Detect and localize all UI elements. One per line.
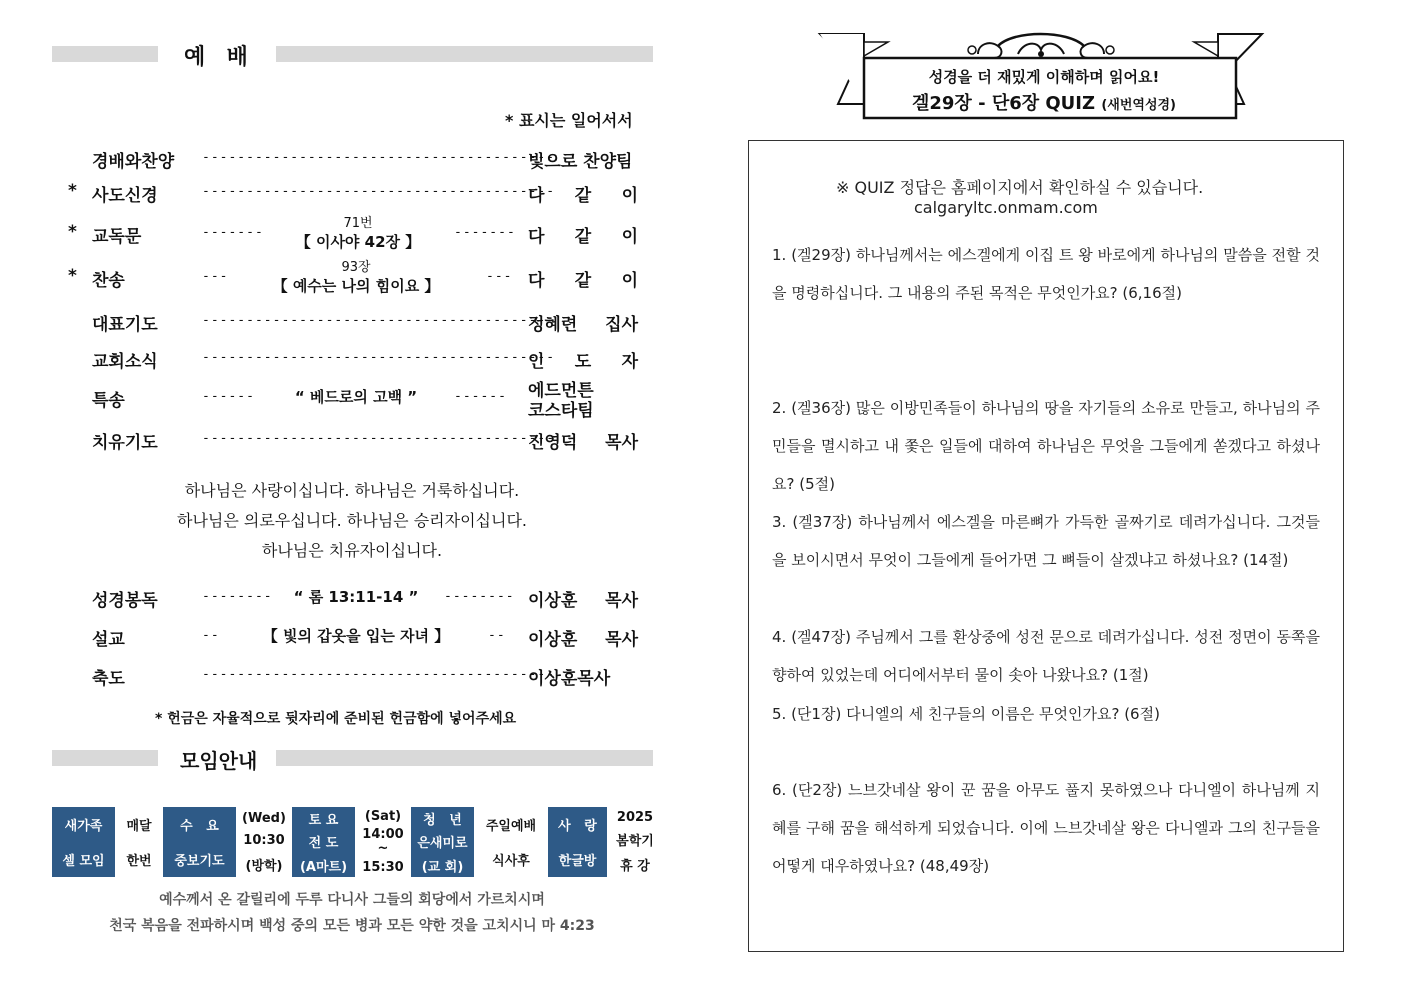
meeting-cell-top: 토 요 bbox=[308, 813, 339, 829]
quiz-question: 6. (단2장) 느브갓네살 왕이 꾼 꿈을 아무도 풀지 못하였으나 다니엘이 하나님께 지혜를 구해 꿈을 해석하게 되었습니다. 이에 느브갓네살 왕은 다니엘과 그의 친구들을 어떻게 대우하였나요? (48,49장) bbox=[772, 781, 1320, 875]
meetings-header-bar-left bbox=[52, 750, 158, 766]
order-leader: 진영덕 목사 bbox=[528, 433, 638, 453]
meeting-cell bbox=[548, 807, 607, 877]
dash-leader: -------- bbox=[202, 589, 273, 604]
meetings-title: 모임안내 bbox=[180, 749, 258, 773]
dash-leader: ------ bbox=[454, 389, 507, 404]
meeting-cell-top: 2025 bbox=[616, 809, 654, 825]
special-song: “ 베드로의 고백 ” bbox=[294, 388, 418, 406]
hymn-number: 93장 bbox=[341, 260, 371, 275]
dash-leader: -- bbox=[202, 628, 220, 643]
order-label: 성경봉독 bbox=[92, 591, 158, 611]
quiz-question: 1. (겔29장) 하나님께서는 에스겔에게 이집 트 왕 바로에게 하나님의 말씀을 전할 것을 명령하십니다. 그 내용의 주된 목적은 무엇인가요? (6,16절) bbox=[772, 246, 1320, 302]
meeting-cell-bottom: 중보기도 bbox=[174, 854, 225, 869]
order-label: 경배와찬양 bbox=[92, 152, 175, 172]
meeting-cell-top: 주일예배 bbox=[485, 819, 537, 834]
worship-title: 예 배 bbox=[184, 45, 250, 70]
quiz-question: 5. (단1장) 다니엘의 세 친구들의 이름은 무엇인가요? (6절) bbox=[772, 705, 1160, 723]
dash-leader: --- bbox=[486, 269, 513, 284]
order-label: 교회소식 bbox=[92, 352, 158, 372]
verse-line: 천국 복음을 전파하시며 백성 중의 모든 병과 모든 약한 것을 고치시니 마 4:23 bbox=[109, 918, 595, 934]
order-label: 설교 bbox=[92, 630, 125, 650]
order-label: 치유기도 bbox=[92, 433, 158, 453]
quiz-homepage-url: calgaryltc.onmam.com bbox=[914, 198, 1098, 217]
meeting-cell-top: 사 랑 bbox=[558, 819, 597, 834]
worship-header-bar-right bbox=[276, 46, 653, 62]
meeting-cell-bottom: 휴 강 bbox=[620, 859, 650, 875]
meeting-cell bbox=[475, 807, 547, 877]
hymn-title: 【 예수는 나의 힘이요 】 bbox=[272, 277, 440, 295]
meeting-cell-bottom: 한글방 bbox=[558, 854, 597, 869]
quiz-question: 2. (겔36장) 많은 이방민족들이 하나님의 땅을 자기들의 소유로 만들고, 하나님의 주민들을 멸시하고 내 쫓은 일들에 대하여 하나님은 무엇을 그들에게 쏟겠다고 하셨나요? (5절) bbox=[772, 399, 1320, 493]
meeting-cell-bottom: (방학) bbox=[245, 858, 283, 874]
declaration-line: 하나님은 치유자이십니다. bbox=[261, 541, 443, 560]
hymn bbox=[262, 256, 450, 296]
meeting-cell-middle: 10:30 bbox=[243, 832, 285, 848]
sermon-title: 【 빛의 갑옷을 입는 자녀 】 bbox=[262, 627, 450, 645]
order-leader: 빛으로 찬양팀 bbox=[528, 152, 633, 172]
order-leader: 에드먼튼 bbox=[528, 381, 594, 401]
quiz-banner-title: 겔29장 - 단6장 QUIZ bbox=[911, 93, 1096, 114]
meeting-cell bbox=[116, 807, 162, 877]
standing-mark: * bbox=[68, 181, 77, 201]
order-leader: 다 같 이 bbox=[528, 271, 638, 291]
order-leader: 이상훈목사 bbox=[528, 669, 611, 689]
dash-leader: ------ bbox=[202, 389, 255, 404]
meeting-cell-bottom: (교 회) bbox=[421, 859, 464, 875]
worship-header-bar-left bbox=[52, 46, 158, 62]
standing-mark: * bbox=[68, 222, 77, 242]
declaration-line: 하나님은 의로우십니다. 하나님은 승리자이십니다. bbox=[176, 511, 527, 530]
quiz-banner-line1: 성경을 더 재밌게 이해하며 읽어요! bbox=[928, 68, 1160, 86]
reading-title: 【 이사야 42장 】 bbox=[295, 233, 421, 251]
meeting-cell-top: 수 요 bbox=[180, 819, 219, 834]
standing-note: * 표시는 일어서서 bbox=[505, 111, 633, 130]
order-label: 찬송 bbox=[92, 271, 125, 291]
meetings-header-bar-right bbox=[276, 750, 653, 766]
quiz-question: 3. (겔37장) 하나님께서 에스겔을 마른뼈가 가득한 골짜기로 데려가십니다. 그것들을 보이시면서 무엇이 그들에게 들어가면 그 뼈들이 살겠냐고 하셨나요? (14절) bbox=[772, 513, 1320, 569]
standing-mark: * bbox=[68, 266, 77, 286]
dash-leader: ---------------------------------------- bbox=[202, 667, 556, 682]
order-leader: 인 도 자 bbox=[528, 352, 638, 372]
meeting-cell-bottom: (A마트) bbox=[299, 859, 348, 875]
order-label: 축도 bbox=[92, 669, 125, 689]
meeting-cell-bottom: 식사후 bbox=[492, 854, 530, 869]
meeting-cell bbox=[411, 807, 474, 877]
dash-leader: ---------------------------------------- bbox=[202, 313, 556, 328]
order-leader: 이상훈 목사 bbox=[528, 630, 638, 650]
dash-leader: ------- bbox=[202, 225, 264, 240]
meeting-cell-top: 청 년 bbox=[423, 813, 462, 829]
dash-leader: -- bbox=[488, 628, 506, 643]
order-leader: 이상훈 목사 bbox=[528, 591, 638, 611]
order-leader: 다 같 이 bbox=[528, 186, 638, 206]
meeting-cell-top: 매달 bbox=[126, 819, 152, 834]
meeting-cell-middle: 14:00 ~ bbox=[362, 827, 404, 856]
meeting-cell-middle: 전 도 bbox=[308, 836, 339, 852]
meeting-cell-bottom: 셀 모임 bbox=[62, 854, 105, 869]
meeting-cell bbox=[163, 807, 236, 877]
dash-leader: ---------------------------------------- bbox=[202, 150, 556, 165]
quiz-question: 4. (겔47장) 주님께서 그를 환상중에 성전 문으로 데려가십니다. 성전 정면이 동쪽을 향하여 있었는데 어디에서부터 물이 솟아 나왔나요? (1절) bbox=[772, 628, 1320, 684]
dash-leader: -------- bbox=[444, 589, 515, 604]
meeting-cell bbox=[608, 807, 662, 877]
meeting-cell-top: (Wed) bbox=[242, 810, 286, 826]
responsive-reading bbox=[280, 212, 436, 252]
meeting-cell-middle: 봄학기 bbox=[616, 834, 654, 850]
meeting-cell bbox=[237, 807, 291, 877]
meeting-cell bbox=[52, 807, 115, 877]
verse-line: 예수께서 온 갈릴리에 두루 다니사 그들의 회당에서 가르치시며 bbox=[159, 892, 545, 908]
dash-leader: ---------------------------------------- bbox=[202, 350, 556, 365]
order-label: 대표기도 bbox=[92, 315, 158, 335]
order-label: 교독문 bbox=[92, 227, 142, 247]
dash-leader: --- bbox=[202, 269, 229, 284]
order-label: 특송 bbox=[92, 391, 125, 411]
meeting-cell-middle: 은새미로 bbox=[417, 836, 468, 852]
quiz-answer-note: ※ QUIZ 정답은 홈페이지에서 확인하실 수 있습니다. bbox=[836, 178, 1204, 197]
quiz-banner-line2 bbox=[866, 89, 1222, 115]
order-leader: 정혜련 집사 bbox=[528, 315, 638, 335]
scripture-reading: “ 롬 13:11-14 ” bbox=[293, 588, 419, 606]
order-leader-line2: 코스타팀 bbox=[528, 401, 594, 421]
dash-leader: ------- bbox=[454, 225, 516, 240]
meeting-cell bbox=[292, 807, 355, 877]
offering-note: * 헌금은 자율적으로 뒷자리에 준비된 헌금함에 넣어주세요 bbox=[155, 711, 517, 727]
meeting-cell bbox=[356, 807, 410, 877]
declaration-line: 하나님은 사랑이십니다. 하나님은 거룩하십니다. bbox=[184, 481, 520, 500]
order-leader: 다 같 이 bbox=[528, 227, 638, 247]
reading-number: 71번 bbox=[343, 216, 373, 231]
meeting-cell-bottom: 15:30 bbox=[362, 860, 404, 875]
quiz-banner-version: (새번역성경) bbox=[1101, 98, 1177, 113]
order-label: 사도신경 bbox=[92, 186, 158, 206]
dash-leader: ---------------------------------------- bbox=[202, 184, 556, 199]
meeting-cell-top: 새가족 bbox=[64, 819, 103, 834]
meeting-cell-top: (Sat) bbox=[364, 809, 402, 824]
meeting-cell-bottom: 한번 bbox=[126, 854, 152, 869]
dash-leader: ---------------------------------------- bbox=[202, 431, 556, 446]
